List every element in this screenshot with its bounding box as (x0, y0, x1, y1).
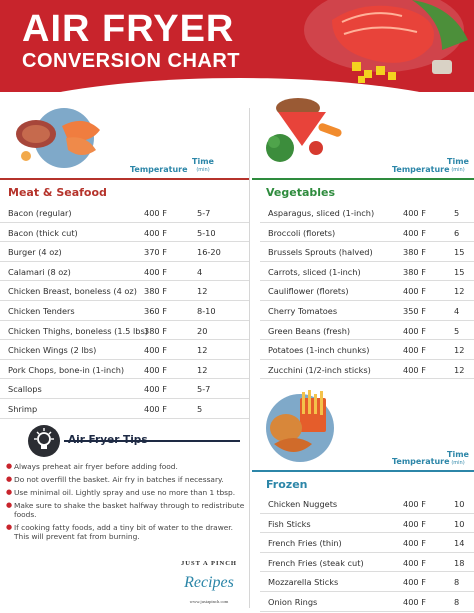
veg-temperature: 350 F (403, 305, 426, 316)
veg-item-name: Zucchini (1/2-inch sticks) (268, 364, 371, 375)
frozen-item-name: French Fries (thin) (268, 538, 342, 549)
veg-time: 5 (454, 208, 460, 218)
meat-item-name: Shrimp (8, 403, 38, 414)
frozen-row (260, 494, 474, 514)
meat-temperature: 400 F (144, 208, 167, 218)
veg-temperature: 380 F (403, 247, 426, 258)
meat-row (0, 262, 249, 282)
fried-food-illustration (260, 388, 340, 464)
frozen-temperature: 400 F (403, 596, 426, 607)
meat-item-name: Chicken Wings (2 lbs) (8, 345, 97, 356)
meat-temperature: 400 F (144, 384, 167, 395)
meat-row (0, 281, 249, 301)
meat-time-unit: (min) (196, 167, 210, 173)
meat-item-name: Chicken Breast, boneless (4 oz) (8, 286, 137, 297)
tip-item: ● Use minimal oil. Lightly spray and use no more than 1 tbsp. (6, 488, 246, 497)
meat-temperature: 360 F (144, 305, 167, 316)
lightbulb-icon (28, 425, 60, 457)
veg-temperature-header: Temperature (392, 165, 450, 174)
frozen-row (260, 533, 474, 553)
frozen-temperature: 400 F (403, 499, 426, 509)
veg-temperature: 400 F (403, 345, 426, 356)
meat-time: 4 (197, 266, 203, 277)
frozen-time-label: Time (447, 450, 469, 459)
meat-temperature: 380 F (144, 325, 167, 336)
steak-shrimp-illustration (6, 104, 122, 174)
meat-time: 5-7 (197, 384, 211, 395)
veg-row (260, 360, 474, 380)
meat-time: 5 (197, 403, 203, 414)
veg-row (260, 321, 474, 341)
meat-row (0, 321, 249, 341)
tips-underline (64, 440, 240, 442)
veg-temperature: 400 F (403, 286, 426, 297)
veg-row (260, 203, 474, 223)
frozen-temperature: 400 F (403, 557, 426, 568)
frozen-time: 14 (454, 538, 465, 549)
meat-time: 5-10 (197, 227, 216, 238)
frozen-row (260, 553, 474, 573)
frozen-temperature: 400 F (403, 518, 426, 529)
meat-row (0, 360, 249, 380)
veg-item-name: Green Beans (fresh) (268, 325, 351, 336)
meat-item-name: Burger (4 oz) (8, 247, 62, 258)
veg-time: 12 (454, 364, 465, 375)
frozen-item-name: Fish Sticks (268, 518, 311, 529)
meat-temperature: 380 F (144, 286, 167, 297)
meat-row (0, 301, 249, 321)
svg-text:Recipes: Recipes (184, 574, 234, 591)
veg-time-unit: (min) (451, 167, 465, 173)
frozen-time-unit: (min) (451, 460, 465, 466)
veg-temperature: 400 F (403, 364, 426, 375)
meat-time: 8-10 (197, 305, 216, 316)
svg-text:JUST A PINCH: JUST A PINCH (181, 560, 237, 567)
veg-row (260, 262, 474, 282)
meat-temperature: 400 F (144, 227, 167, 238)
meat-item-name: Scallops (8, 384, 42, 395)
frozen-row (260, 572, 474, 592)
meat-time: 12 (197, 286, 208, 297)
meat-row (0, 379, 249, 399)
meat-temperature: 400 F (144, 345, 167, 356)
veg-temperature: 400 F (403, 227, 426, 238)
veg-item-name: Carrots, sliced (1-inch) (268, 266, 361, 277)
meat-time: 20 (197, 325, 208, 336)
frozen-row (260, 592, 474, 612)
veg-time: 12 (454, 286, 465, 297)
frozen-time: 10 (454, 499, 465, 509)
meat-temperature: 400 F (144, 266, 167, 277)
veg-time-header (446, 158, 470, 174)
meat-item-name: Chicken Thighs, boneless (1.5 lbs) (8, 325, 148, 336)
frozen-section-bar (252, 470, 474, 472)
meat-time-label: Time (192, 157, 214, 166)
veg-time: 12 (454, 345, 465, 356)
svg-text:www.justapinch.com: www.justapinch.com (189, 599, 229, 604)
page-title: AIR FRYER (22, 8, 235, 50)
meat-row (0, 242, 249, 262)
meat-temperature-header: Temperature (130, 165, 188, 174)
meat-time-header (190, 158, 216, 174)
meat-item-name: Bacon (regular) (8, 208, 72, 218)
veg-row (260, 242, 474, 262)
vegetables-panel (250, 0, 474, 613)
frozen-row (260, 514, 474, 534)
just-a-pinch-logo (176, 555, 242, 609)
vegetables-illustration (258, 98, 348, 168)
veg-item-name: Cherry Tomatoes (268, 305, 338, 316)
veg-time: 6 (454, 227, 460, 238)
veg-time: 15 (454, 247, 465, 258)
veg-temperature: 400 F (403, 325, 426, 336)
meat-row (0, 340, 249, 360)
meat-temperature: 370 F (144, 247, 167, 258)
page-subtitle: CONVERSION CHART (22, 50, 241, 72)
meat-row (0, 203, 249, 223)
meat-item-name: Bacon (thick cut) (8, 227, 78, 238)
veg-section-title: Vegetables (266, 186, 336, 199)
veg-row (260, 223, 474, 243)
meat-time: 12 (197, 345, 208, 356)
tip-item: ● If cooking fatty foods, add a tiny bit of water to the drawer. This will prevent fat from burning. (6, 523, 246, 541)
veg-item-name: Broccoli (florets) (268, 227, 336, 238)
tip-item: ● Make sure to shake the basket halfway through to redistribute foods. (6, 501, 246, 519)
veg-row (260, 340, 474, 360)
meat-time: 16-20 (197, 247, 221, 258)
frozen-time: 8 (454, 577, 460, 588)
veg-item-name: Cauliflower (florets) (268, 286, 349, 297)
veg-time: 4 (454, 305, 460, 316)
frozen-table (260, 494, 474, 612)
veg-temperature: 400 F (403, 208, 426, 218)
veg-time: 15 (454, 266, 465, 277)
frozen-section-title: Frozen (266, 478, 308, 491)
frozen-item-name: Mozzarella Sticks (268, 577, 339, 588)
meat-item-name: Pork Chops, bone-in (1-inch) (8, 364, 125, 375)
veg-item-name: Potatoes (1-inch chunks) (268, 345, 370, 356)
meat-row (0, 223, 249, 243)
meat-item-name: Chicken Tenders (8, 305, 75, 316)
veg-row (260, 281, 474, 301)
meat-table (0, 203, 249, 419)
frozen-time: 10 (454, 518, 465, 529)
tips-list (6, 462, 246, 545)
veg-time: 5 (454, 325, 460, 336)
frozen-temperature-header: Temperature (392, 457, 450, 466)
meat-temperature: 400 F (144, 403, 167, 414)
veg-item-name: Asparagus, sliced (1-inch) (268, 208, 375, 218)
meat-time: 5-7 (197, 208, 211, 218)
veg-temperature: 380 F (403, 266, 426, 277)
veg-row (260, 301, 474, 321)
frozen-item-name: Onion Rings (268, 596, 318, 607)
frozen-item-name: French Fries (steak cut) (268, 557, 364, 568)
frozen-temperature: 400 F (403, 538, 426, 549)
frozen-time-header (446, 451, 470, 467)
frozen-temperature: 400 F (403, 577, 426, 588)
frozen-time: 8 (454, 596, 460, 607)
veg-time-label: Time (447, 157, 469, 166)
veg-item-name: Brussels Sprouts (halved) (268, 247, 373, 258)
meat-section-bar (0, 178, 249, 180)
frozen-item-name: Chicken Nuggets (268, 499, 338, 509)
meat-temperature: 400 F (144, 364, 167, 375)
frozen-time: 18 (454, 557, 465, 568)
meat-row (0, 399, 249, 419)
tip-item: ● Do not overfill the basket. Air fry in batches if necessary. (6, 475, 246, 484)
meat-item-name: Calamari (8 oz) (8, 266, 71, 277)
veg-section-bar (252, 178, 474, 180)
vegetables-table (260, 203, 474, 379)
meat-section-title: Meat & Seafood (8, 186, 107, 199)
meat-time: 12 (197, 364, 208, 375)
tip-item: ● Always preheat air fryer before adding food. (6, 462, 246, 471)
